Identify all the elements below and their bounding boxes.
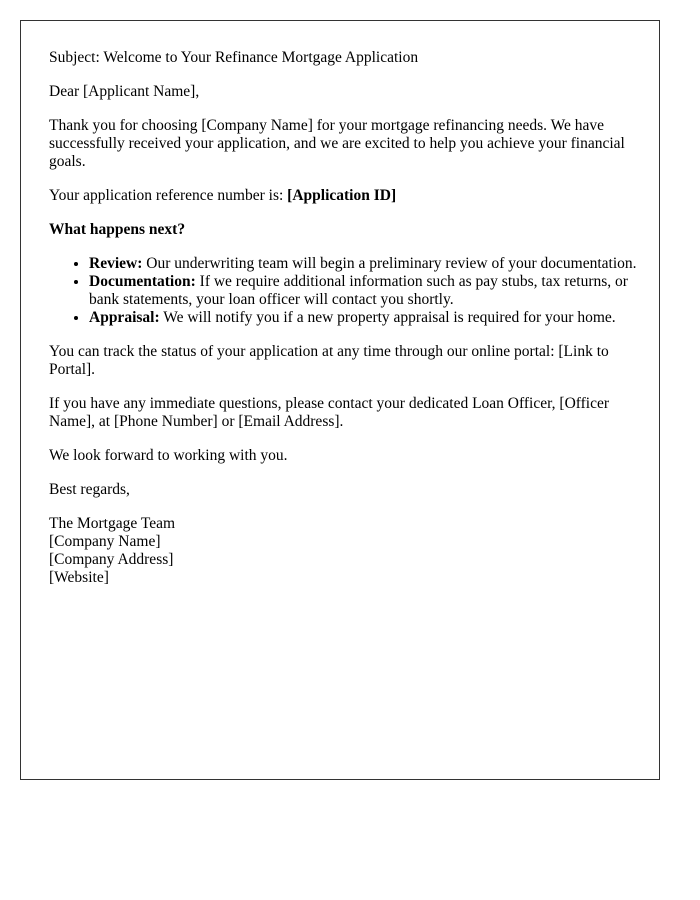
signature-team: The Mortgage Team [49,515,176,532]
intro-paragraph: Thank you for choosing [Company Name] for your mortgage refinancing needs. We have successfully received your application, and we are excited to help you achieve your financial goals. [49,117,625,170]
subject-line: Subject: Welcome to Your Refinance Mortgage Application [49,49,419,66]
step-text: If we require additional information such as pay stubs, tax returns, or bank statements, your loan officer will contact you shortly. [89,273,628,308]
next-steps-heading: What happens next? [49,221,186,238]
step-label: Appraisal: [89,309,160,326]
reference-line [49,187,639,205]
signoff: Best regards, [49,481,130,498]
signature-company-name: [Company Name] [49,533,161,550]
reference-prefix: Your application reference number is: [49,187,288,204]
closing-line: We look forward to working with you. [49,447,288,464]
letter-body [49,49,639,603]
step-text: Our underwriting team will begin a preliminary review of your documentation. [142,255,637,272]
step-text: We will notify you if a new property appraisal is required for your home. [159,309,616,326]
letter-frame [20,20,660,780]
greeting: Dear [Applicant Name], [49,83,200,100]
next-steps-list [49,255,639,327]
step-label: Review: [89,255,143,272]
list-item-appraisal [89,309,639,327]
list-item-documentation [89,273,639,309]
signature-company-address: [Company Address] [49,551,174,568]
reference-id: [Application ID] [287,187,397,204]
tracking-paragraph: You can track the status of your application at any time through our online portal: [Link to Portal]. [49,343,609,378]
signature-block [49,515,639,587]
signature-website: [Website] [49,569,109,586]
questions-paragraph: If you have any immediate questions, please contact your dedicated Loan Officer, [Officer Name], at [Phone Number] or [Email Address]. [49,395,610,430]
step-label: Documentation: [89,273,196,290]
list-item-review [89,255,639,273]
